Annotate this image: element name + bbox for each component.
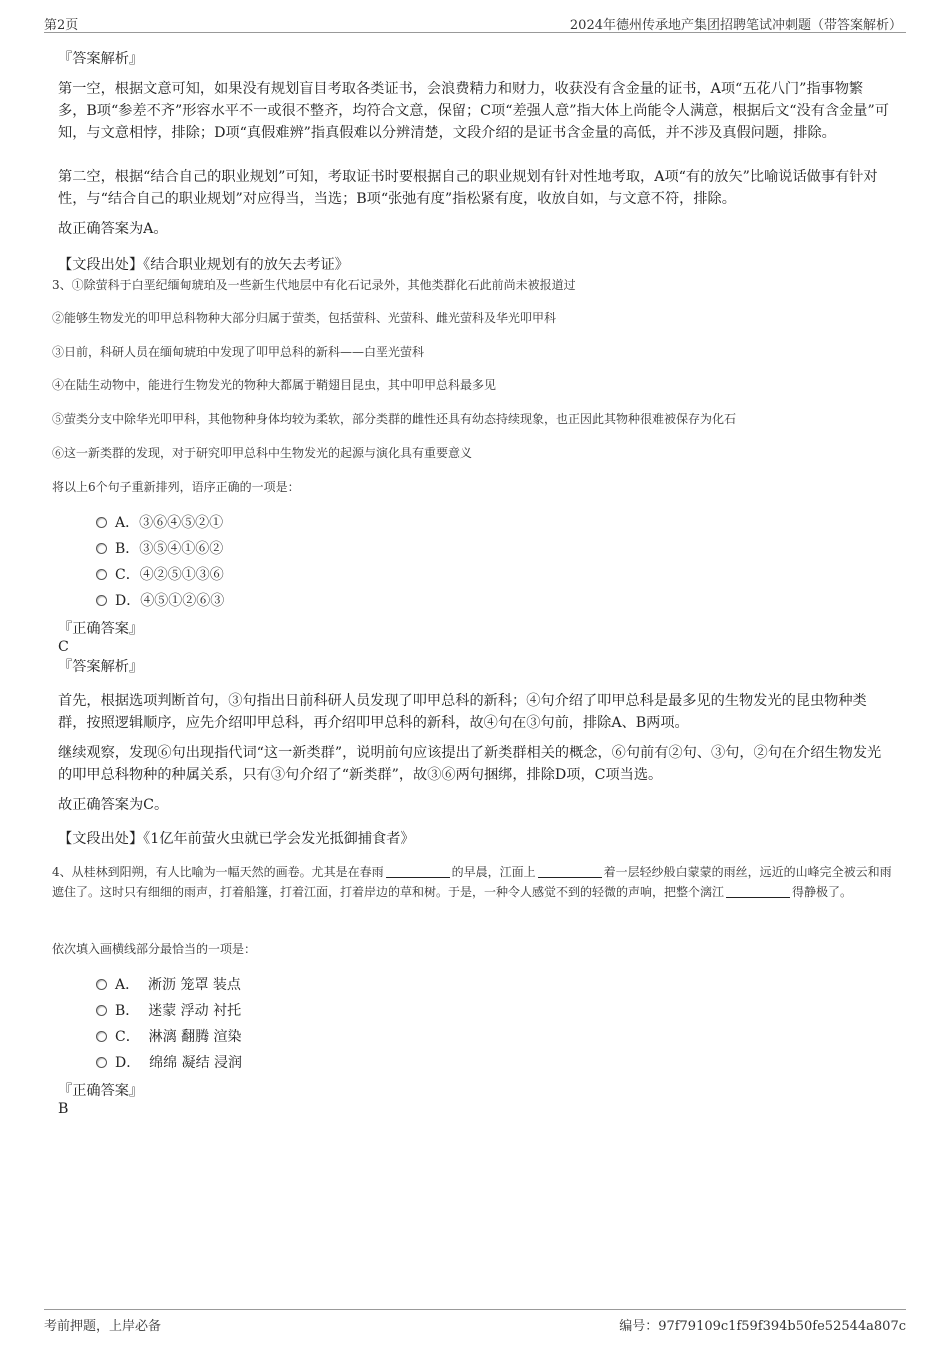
radio-icon[interactable] [96, 1057, 107, 1068]
question-prompt: 将以上6个句子重新排列，语序正确的一项是： [52, 480, 300, 494]
source-citation: 【文段出处】《1亿年前萤火虫就已学会发光抵御捕食者》 [58, 831, 415, 847]
question-sentence: ④在陆生动物中，能进行生物发光的物种大都属于鞘翅目昆虫，其中叩甲总科最多见 [52, 378, 497, 392]
option-text: 绵绵 凝结 浸润 [149, 1055, 243, 1071]
option-text: 淋漓 翻腾 渲染 [148, 1029, 242, 1045]
option-d[interactable] [96, 1052, 242, 1072]
option-letter: D． [115, 593, 141, 609]
page-number: 第2页 [44, 18, 79, 33]
option-c[interactable] [96, 1026, 242, 1046]
page-header [44, 12, 906, 33]
radio-icon[interactable] [96, 543, 107, 554]
option-text: 淅沥 笼罩 装点 [148, 977, 241, 993]
option-text: 迷蒙 浮动 衬托 [148, 1003, 242, 1019]
radio-icon[interactable] [96, 595, 107, 606]
option-letter: B． [115, 1003, 140, 1019]
option-a[interactable] [96, 974, 241, 994]
document-title: 2024年德州传承地产集团招聘笔试冲刺题（带答案解析） [569, 18, 902, 33]
footer-slogan: 考前押题，上岸必备 [44, 1319, 162, 1334]
analysis-paragraph: 继续观察，发现⑥句出现指代词“这一新类群”，说明前句应该提出了新类群相关的概念，⑥句前有②句、③句，②句在介绍生物发光的叩甲总科物种的种属关系，只有③句介绍了“新类群”，故③⑥两句捆绑，排除D项，C项当选。 [58, 745, 882, 783]
answer-label: 『正确答案』 [58, 1083, 144, 1099]
question-sentence: ②能够生物发光的叩甲总科物种大部分归属于萤类，包括萤科、光萤科、雌光萤科及华光叩甲科 [52, 311, 557, 325]
analysis-paragraph: 第一空，根据文意可知，如果没有规划盲目考取各类证书，会浪费精力和财力，收获没有含金量的证书，A项“五花八门”指事物繁多，B项“参差不齐”形容水平不一或很不整齐，均符合文意，保留；C项“差强人意”指大体上尚能令人满意，根据后文“没有含金量”可知，与文意相悖，排除；D项“真假难辨”指真假难以分辨清楚，文段介绍的是证书含金量的高低，并不涉及真假问题，排除。 [58, 81, 889, 141]
question-sentence: ⑥这一新类群的发现，对于研究叩甲总科中生物发光的起源与演化具有重要意义 [52, 446, 473, 460]
option-letter: D． [115, 1055, 141, 1071]
conclusion: 故正确答案为A。 [58, 221, 168, 237]
fill-blank [538, 865, 602, 878]
option-letter: C． [115, 567, 140, 583]
analysis-label: 『答案解析』 [58, 659, 144, 675]
option-text: ④⑤①②⑥③ [140, 593, 225, 609]
fill-blank [726, 885, 790, 898]
conclusion: 故正确答案为C。 [58, 797, 169, 813]
page-footer [44, 1309, 906, 1332]
question-sentence: 3、①除萤科于白垩纪缅甸琥珀及一些新生代地层中有化石记录外，其他类群化石此前尚未被报道过 [52, 278, 576, 292]
analysis-paragraph: 首先，根据选项判断首句，③句指出日前科研人员发现了叩甲总科的新科；④句介绍了叩甲总科是最多见的生物发光的昆虫物种类群，按照逻辑顺序，应先介绍叩甲总科，再介绍叩甲总科的新科，故④句在③句前，排除A、B两项。 [58, 693, 867, 731]
question-prompt: 依次填入画横线部分最恰当的一项是： [52, 942, 257, 956]
option-letter: C． [115, 1029, 140, 1045]
question-sentence: ⑤萤类分支中除华光叩甲科，其他物种身体均较为柔软，部分类群的雌性还具有幼态持续现象，也正因此其物种很难被保存为化石 [52, 412, 737, 426]
fill-blank [386, 865, 450, 878]
analysis-label: 『答案解析』 [58, 51, 144, 67]
radio-icon[interactable] [96, 1005, 107, 1016]
correct-answer: C [58, 639, 69, 655]
option-a[interactable] [96, 512, 223, 532]
option-text: ③⑤④①⑥② [139, 541, 224, 557]
question-text: 4、从桂林到阳朔，有人比喻为一幅天然的画卷。尤其是在春雨 的早晨，江面上 着一层轻纱般白蒙蒙的雨丝，远近的山峰完全被云和雨遮住了。这时只有细细的雨声，打着船篷，打着江面，打着岸边的草和树。于是，一种令人感觉不到的轻微的声响，把整个漓江 得静极了。 [52, 865, 892, 899]
option-letter: A． [115, 515, 140, 531]
option-d[interactable] [96, 590, 224, 610]
radio-icon[interactable] [96, 979, 107, 990]
radio-icon[interactable] [96, 569, 107, 580]
option-letter: A． [115, 977, 140, 993]
option-c[interactable] [96, 564, 224, 584]
source-citation: 【文段出处】《结合职业规划有的放矢去考证》 [58, 257, 349, 273]
answer-label: 『正确答案』 [58, 621, 144, 637]
correct-answer: B [58, 1101, 69, 1117]
option-b[interactable] [96, 1000, 241, 1020]
radio-icon[interactable] [96, 517, 107, 528]
question-sentence: ③日前，科研人员在缅甸琥珀中发现了叩甲总科的新科——白垩光萤科 [52, 345, 425, 359]
document-id: 编号：97f79109c1f59f394b50fe52544a807c [619, 1319, 906, 1334]
option-text: ③⑥④⑤②① [139, 515, 224, 531]
option-text: ④②⑤①③⑥ [139, 567, 224, 583]
analysis-paragraph: 第二空，根据“结合自己的职业规划”可知，考取证书时要根据自己的职业规划有针对性地考取，A项“有的放矢”比喻说话做事有针对性，与“结合自己的职业规划”对应得当，当选；B项“张弛有度”指松紧有度，收放自如，与文意不符，排除。 [58, 169, 878, 207]
option-letter: B． [115, 541, 140, 557]
radio-icon[interactable] [96, 1031, 107, 1042]
option-b[interactable] [96, 538, 223, 558]
